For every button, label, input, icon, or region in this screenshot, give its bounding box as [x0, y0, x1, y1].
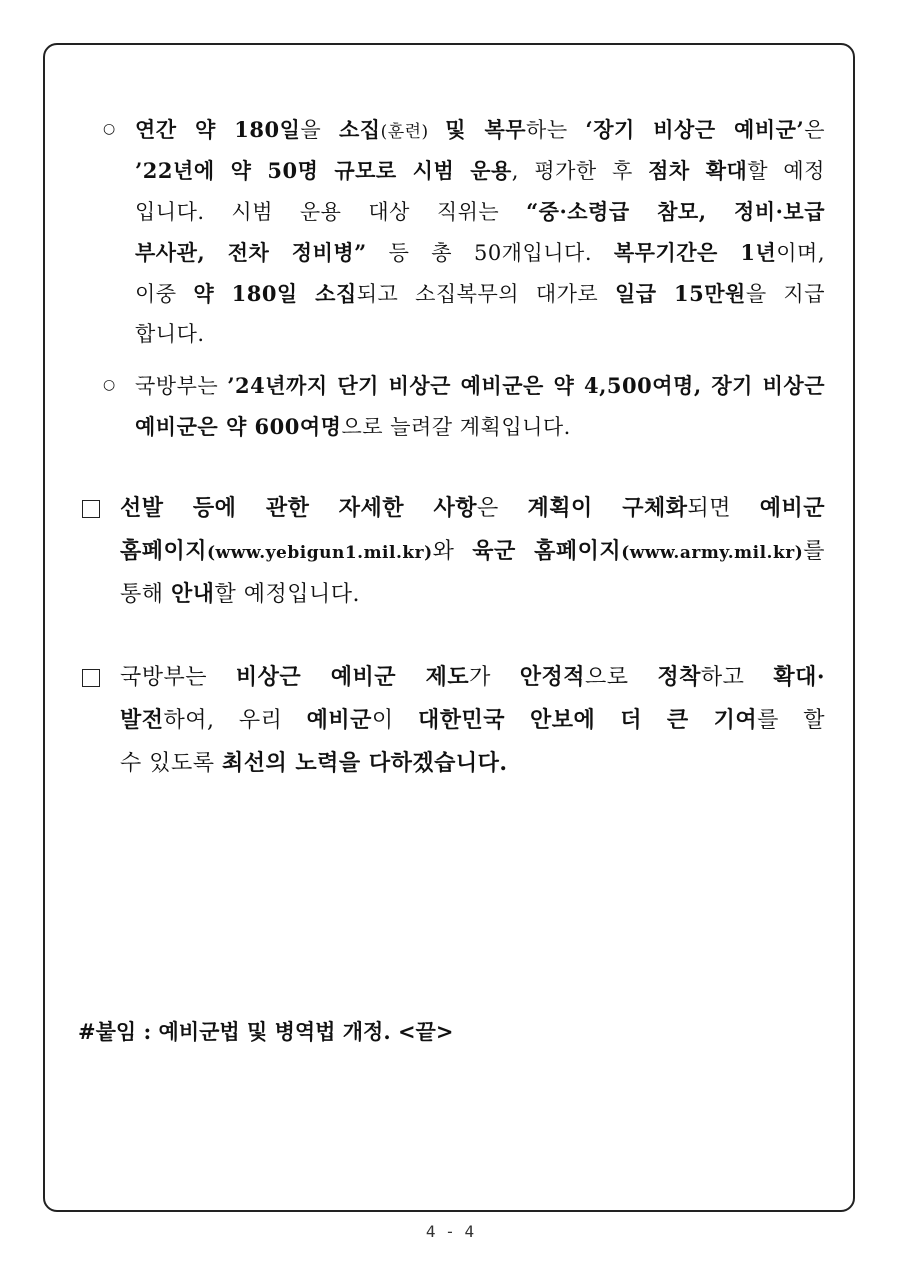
- page-number: 4 - 4: [425, 1222, 475, 1241]
- text-line: 이중 약 180일 소집되고 소집복무의 대가로 일급 15만원을 지급: [135, 281, 825, 306]
- sub-bullet-marker: ○: [103, 121, 116, 137]
- text-line: 입니다. 시범 운용 대상 직위는 “중·소령급 참모, 정비·보급: [135, 199, 825, 224]
- sub-paragraph-1: [135, 109, 825, 355]
- text-line: 부사관, 전차 정비병” 등 총 50개입니다. 복무기간은 1년이며,: [135, 240, 825, 265]
- text-line: 수 있도록 최선의 노력을 다하겠습니다.: [120, 750, 508, 776]
- text-line: 통해 안내할 예정입니다.: [120, 581, 361, 607]
- text-line: ’22년에 약 50명 규모로 시범 운용, 평가한 후 점차 확대할 예정: [135, 158, 825, 183]
- text-line: 합니다.: [135, 322, 205, 346]
- box-paragraph-2: [120, 656, 825, 785]
- text-line: 국방부는 비상근 예비군 제도가 안정적으로 정착하고 확대·: [120, 664, 825, 690]
- link-yebigun: (www.yebigun1.mil.kr): [207, 543, 433, 563]
- sub-bullet-marker: ○: [103, 377, 116, 393]
- link-army: (www.army.mil.kr): [621, 543, 804, 563]
- attachment-note: #붙임 : 예비군법 및 병역법 개정. <끝>: [78, 1019, 454, 1044]
- sub-paragraph-2: [135, 365, 825, 447]
- text-line: 연간 약 180일을 소집(훈련) 및 복무하는 ‘장기 비상근 예비군’은: [135, 117, 825, 142]
- text-line: 발전하여, 우리 예비군이 대한민국 안보에 더 큰 기여를 할: [120, 707, 825, 733]
- checkbox-bullet-icon: [82, 669, 100, 687]
- text-line: 홈페이지(www.yebigun1.mil.kr)와 육군 홈페이지(www.army.mil.kr)를: [120, 538, 825, 564]
- text-line: 국방부는 ’24년까지 단기 비상근 예비군은 약 4,500여명, 장기 비상근: [135, 373, 825, 398]
- text-line: 예비군은 약 600여명으로 늘려갈 계획입니다.: [135, 414, 571, 439]
- text-line: 선발 등에 관한 자세한 사항은 계획이 구체화되면 예비군: [120, 495, 825, 521]
- checkbox-bullet-icon: [82, 500, 100, 518]
- box-paragraph-1: [120, 487, 825, 616]
